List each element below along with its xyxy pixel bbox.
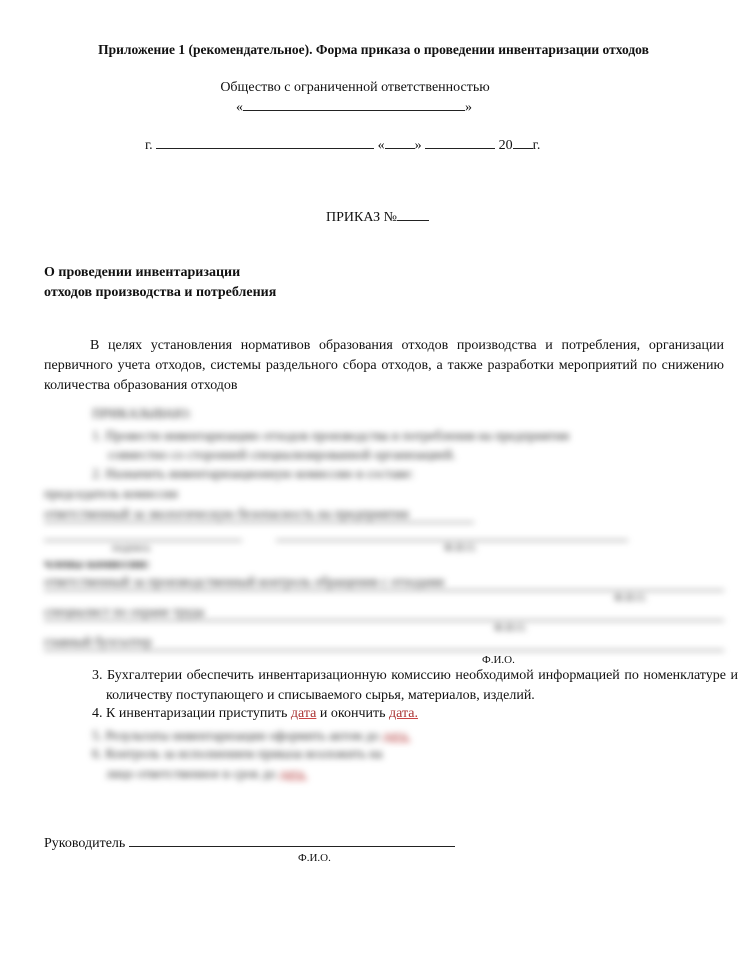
day-blank[interactable] bbox=[385, 136, 415, 149]
organization-name-blank[interactable] bbox=[243, 98, 465, 111]
order-number-blank[interactable] bbox=[397, 208, 429, 221]
head-label: Руководитель bbox=[44, 836, 126, 851]
item6-line-b bbox=[106, 766, 307, 782]
chair-label: председатель комиссии bbox=[44, 486, 178, 501]
member2-line[interactable]: специалист по охране труда bbox=[44, 604, 724, 621]
members-label: члены комиссии: bbox=[44, 556, 150, 571]
city-blank[interactable] bbox=[156, 136, 374, 149]
head-fio-caption: Ф.И.О. bbox=[298, 852, 331, 864]
member2-fio-caption: Ф.И.О. bbox=[494, 622, 527, 634]
preamble-paragraph: В целях установления нормативов образования отходов производства и потребления, организации первичного учета отходов, системы раздельного сбора отходов, а также разработки мероприятий по снижению количества образования отходов bbox=[44, 338, 724, 393]
item2-text: 2. Назначить инвентаризационную комиссию в составе: bbox=[92, 466, 414, 481]
organization-name-line bbox=[236, 98, 472, 116]
chair-description: ответственный за экологическую безопасность на предприятии bbox=[44, 506, 474, 523]
year-suffix: г. bbox=[532, 138, 541, 153]
item1-line-b: совместно со сторонней специализированной организацией. bbox=[108, 447, 456, 462]
month-blank[interactable] bbox=[425, 136, 495, 149]
member3-fio-caption: Ф.И.О. bbox=[482, 654, 515, 666]
member1-line[interactable]: ответственный за производственный контроль обращения с отходами bbox=[44, 574, 724, 591]
year-blank[interactable] bbox=[513, 136, 533, 149]
order-title bbox=[326, 208, 429, 226]
member1-fio-caption: Ф.И.О. bbox=[614, 592, 647, 604]
city-prefix: г. bbox=[145, 138, 153, 153]
document-title: Приложение 1 (рекомендательное). Форма приказа о проведении инвентаризации отходов bbox=[98, 42, 649, 57]
member3-line[interactable]: главный бухгалтер bbox=[44, 634, 724, 651]
date-quote-open: « bbox=[377, 138, 385, 153]
item4-prefix: 4. К инвентаризации приступить bbox=[92, 706, 288, 721]
item5-date[interactable]: дата. bbox=[382, 728, 411, 743]
head-signature-line bbox=[44, 834, 455, 852]
date-quote-close: » bbox=[414, 138, 422, 153]
item4-middle: и окончить bbox=[319, 706, 386, 721]
order-title-text: ПРИКАЗ № bbox=[326, 210, 397, 225]
end-date-field[interactable]: дата. bbox=[389, 706, 418, 721]
chair-signature-line[interactable] bbox=[44, 530, 242, 541]
quote-close: » bbox=[465, 100, 472, 115]
item6-date[interactable]: дата. bbox=[279, 766, 308, 781]
year-prefix: 20 bbox=[498, 138, 513, 153]
organization-type: Общество с ограниченной ответственностью bbox=[220, 80, 490, 95]
chair-fio-line[interactable] bbox=[276, 530, 628, 541]
item4-paragraph bbox=[92, 706, 418, 722]
item5-text: 5. Результаты инвентаризации оформить актом до bbox=[92, 728, 380, 743]
city-date-line bbox=[145, 136, 540, 154]
item6-line-a: 6. Контроль за исполнением приказа возложить на bbox=[92, 746, 383, 761]
signature-caption: подпись bbox=[112, 542, 151, 554]
quote-open: « bbox=[236, 100, 243, 115]
fio-caption: Ф.И.О. bbox=[444, 542, 477, 554]
order-subject-line2: отходов производства и потребления bbox=[44, 285, 277, 300]
order-subject bbox=[44, 263, 276, 303]
order-subject-line1: О проведении инвентаризации bbox=[44, 265, 241, 280]
item3-paragraph: 3. Бухгалтерии обеспечить инвентаризационную комиссию необходимой информацией по номенклатуре и количеству поступающего и списываемого сырья, материалов, изделий. bbox=[92, 668, 738, 703]
start-date-field[interactable]: дата bbox=[290, 706, 317, 721]
item6-text-b: лицо ответственное в срок до bbox=[106, 766, 276, 781]
head-signature-blank[interactable] bbox=[129, 834, 455, 847]
item5-line bbox=[92, 728, 410, 744]
orders-heading: ПРИКАЗЫВАЮ: bbox=[92, 406, 192, 421]
item1-line-a: 1. Провести инвентаризацию отходов производства и потребления на предприятии bbox=[92, 428, 570, 443]
